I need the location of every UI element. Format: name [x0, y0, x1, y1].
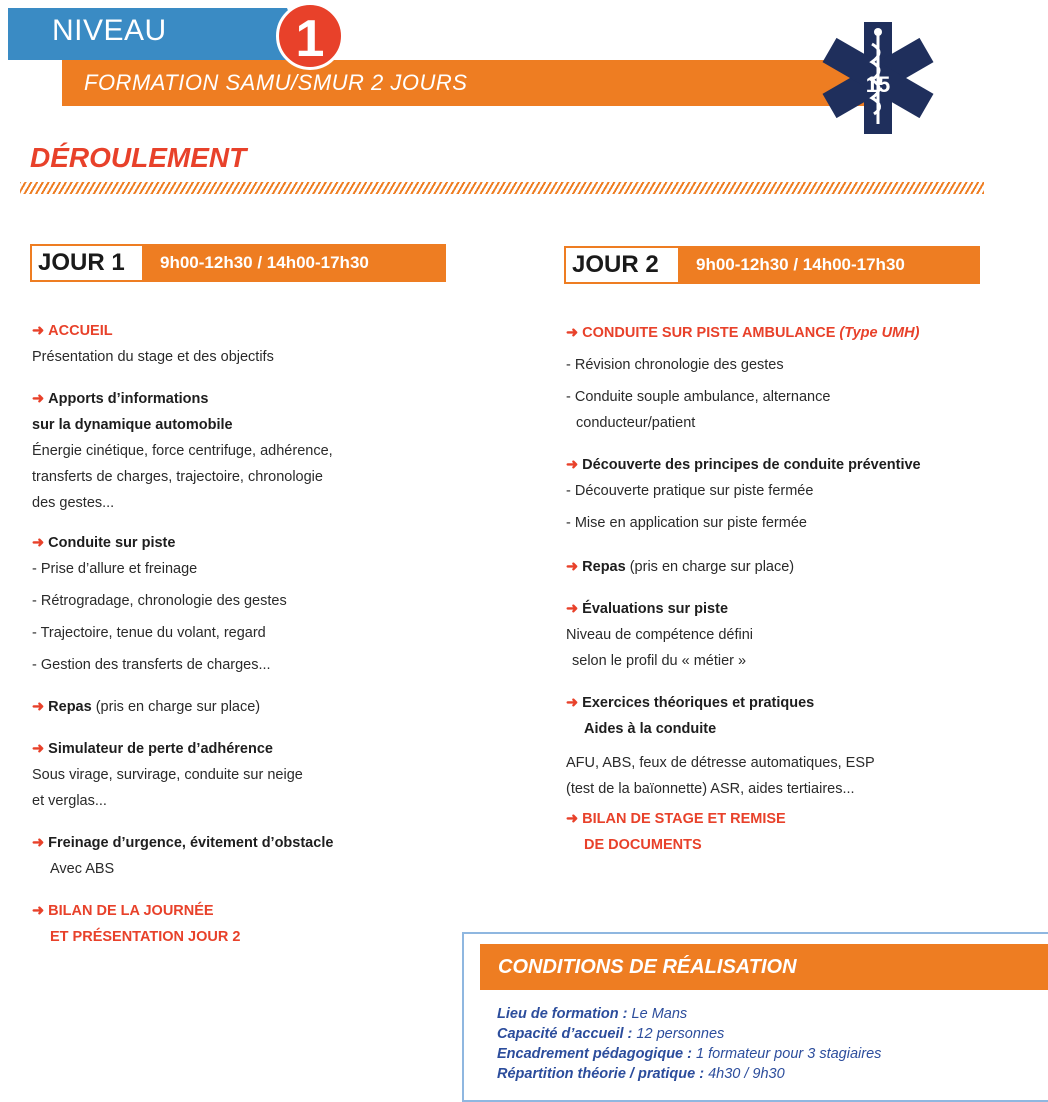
day2-hours: 9h00-12h30 / 14h00-17h30 — [680, 246, 980, 284]
day1-label: JOUR 1 — [30, 244, 144, 282]
day2-label: JOUR 2 — [564, 246, 680, 284]
day1-apports-text: des gestes... — [32, 495, 115, 511]
day2-repas: ➜ Repas (pris en charge sur place) — [566, 559, 795, 575]
day2-exercices-text: AFU, ABS, feux de détresse automatiques, ESP — [566, 755, 875, 771]
day1-apports: ➜ Apports d’informations — [32, 391, 209, 407]
arrow-icon: ➜ — [32, 699, 45, 715]
day2-exercices-line2: Aides à la conduite — [584, 721, 717, 737]
day1-apports-line2: sur la dynamique automobile — [32, 417, 233, 433]
arrow-icon: ➜ — [32, 741, 45, 757]
arrow-icon: ➜ — [32, 835, 45, 851]
arrow-icon: ➜ — [566, 695, 579, 711]
arrow-icon: ➜ — [566, 601, 579, 617]
arrow-icon: ➜ — [566, 559, 579, 575]
star-of-life-icon — [818, 18, 938, 138]
list-item: - Révision chronologie des gestes — [566, 357, 784, 373]
day2-bilan-line2: DE DOCUMENTS — [584, 837, 702, 853]
day1-accueil: ➜ ACCUEIL — [32, 323, 113, 339]
day1-apports-text: transferts de charges, trajectoire, chronologie — [32, 469, 323, 485]
conditions-row: Encadrement pédagogique : 1 formateur pour 3 stagiaires — [497, 1046, 882, 1062]
day2-evaluations: ➜ Évaluations sur piste — [566, 601, 729, 617]
day2-evaluations-text: selon le profil du « métier » — [572, 653, 747, 669]
day2-bilan: ➜ BILAN DE STAGE ET REMISE — [566, 811, 786, 827]
day1-freinage-text: Avec ABS — [50, 861, 115, 877]
arrow-icon: ➜ — [566, 457, 579, 473]
day2-exercices-text: (test de la baïonnette) ASR, aides tertiaires... — [566, 781, 855, 797]
arrow-icon: ➜ — [32, 535, 45, 551]
day1-simulateur: ➜ Simulateur de perte d’adhérence — [32, 741, 273, 757]
arrow-icon: ➜ — [32, 323, 45, 339]
day2-schedule — [566, 320, 1036, 858]
day1-hours: 9h00-12h30 / 14h00-17h30 — [144, 244, 446, 282]
list-item: - Trajectoire, tenue du volant, regard — [32, 625, 266, 641]
conditions-row: Capacité d’accueil : 12 personnes — [497, 1026, 725, 1042]
conditions-row: Lieu de formation : Le Mans — [497, 1006, 688, 1022]
arrow-icon: ➜ — [32, 391, 45, 407]
list-item: - Gestion des transferts de charges... — [32, 657, 271, 673]
day1-repas: ➜ Repas (pris en charge sur place) — [32, 699, 261, 715]
niveau-label: NIVEAU — [52, 14, 167, 47]
list-item: - Découverte pratique sur piste fermée — [566, 483, 814, 499]
day1-schedule — [32, 318, 452, 950]
day1-conduite: ➜ Conduite sur piste — [32, 535, 176, 551]
list-item: - Mise en application sur piste fermée — [566, 515, 807, 531]
badge-number: 15 — [865, 72, 891, 97]
day1-freinage: ➜ Freinage d’urgence, évitement d’obstacle — [32, 835, 334, 851]
day2-preventive: ➜ Découverte des principes de conduite préventive — [566, 457, 921, 473]
day2-exercices: ➜ Exercices théoriques et pratiques — [566, 695, 815, 711]
day1-accueil-text: Présentation du stage et des objectifs — [32, 349, 274, 365]
list-item: - Conduite souple ambulance, alternance — [566, 389, 831, 405]
conditions-row: Répartition théorie / pratique : 4h30 / 9h30 — [497, 1066, 785, 1082]
conditions-title: CONDITIONS DE RÉALISATION — [498, 956, 797, 978]
hatch-divider — [20, 182, 984, 194]
day1-bilan-line2: ET PRÉSENTATION JOUR 2 — [50, 929, 241, 945]
list-item: - Prise d’allure et freinage — [32, 561, 198, 577]
section-title: DÉROULEMENT — [30, 142, 247, 173]
day1-simulateur-text: et verglas... — [32, 793, 107, 809]
formation-title: FORMATION SAMU/SMUR 2 JOURS — [84, 70, 468, 95]
day2-piste-ambulance: ➜ CONDUITE SUR PISTE AMBULANCE (Type UMH) — [566, 325, 920, 341]
list-item: - Rétrogradage, chronologie des gestes — [32, 593, 287, 609]
list-item: conducteur/patient — [576, 415, 696, 431]
day1-bilan: ➜ BILAN DE LA JOURNÉE — [32, 903, 214, 919]
arrow-icon: ➜ — [32, 903, 45, 919]
day1-simulateur-text: Sous virage, survirage, conduite sur neige — [32, 767, 303, 783]
arrow-icon: ➜ — [566, 811, 579, 827]
niveau-number: 1 — [276, 2, 344, 70]
arrow-icon: ➜ — [566, 325, 579, 341]
day2-evaluations-text: Niveau de compétence défini — [566, 627, 754, 643]
day1-apports-text: Énergie cinétique, force centrifuge, adhérence, — [32, 443, 333, 459]
